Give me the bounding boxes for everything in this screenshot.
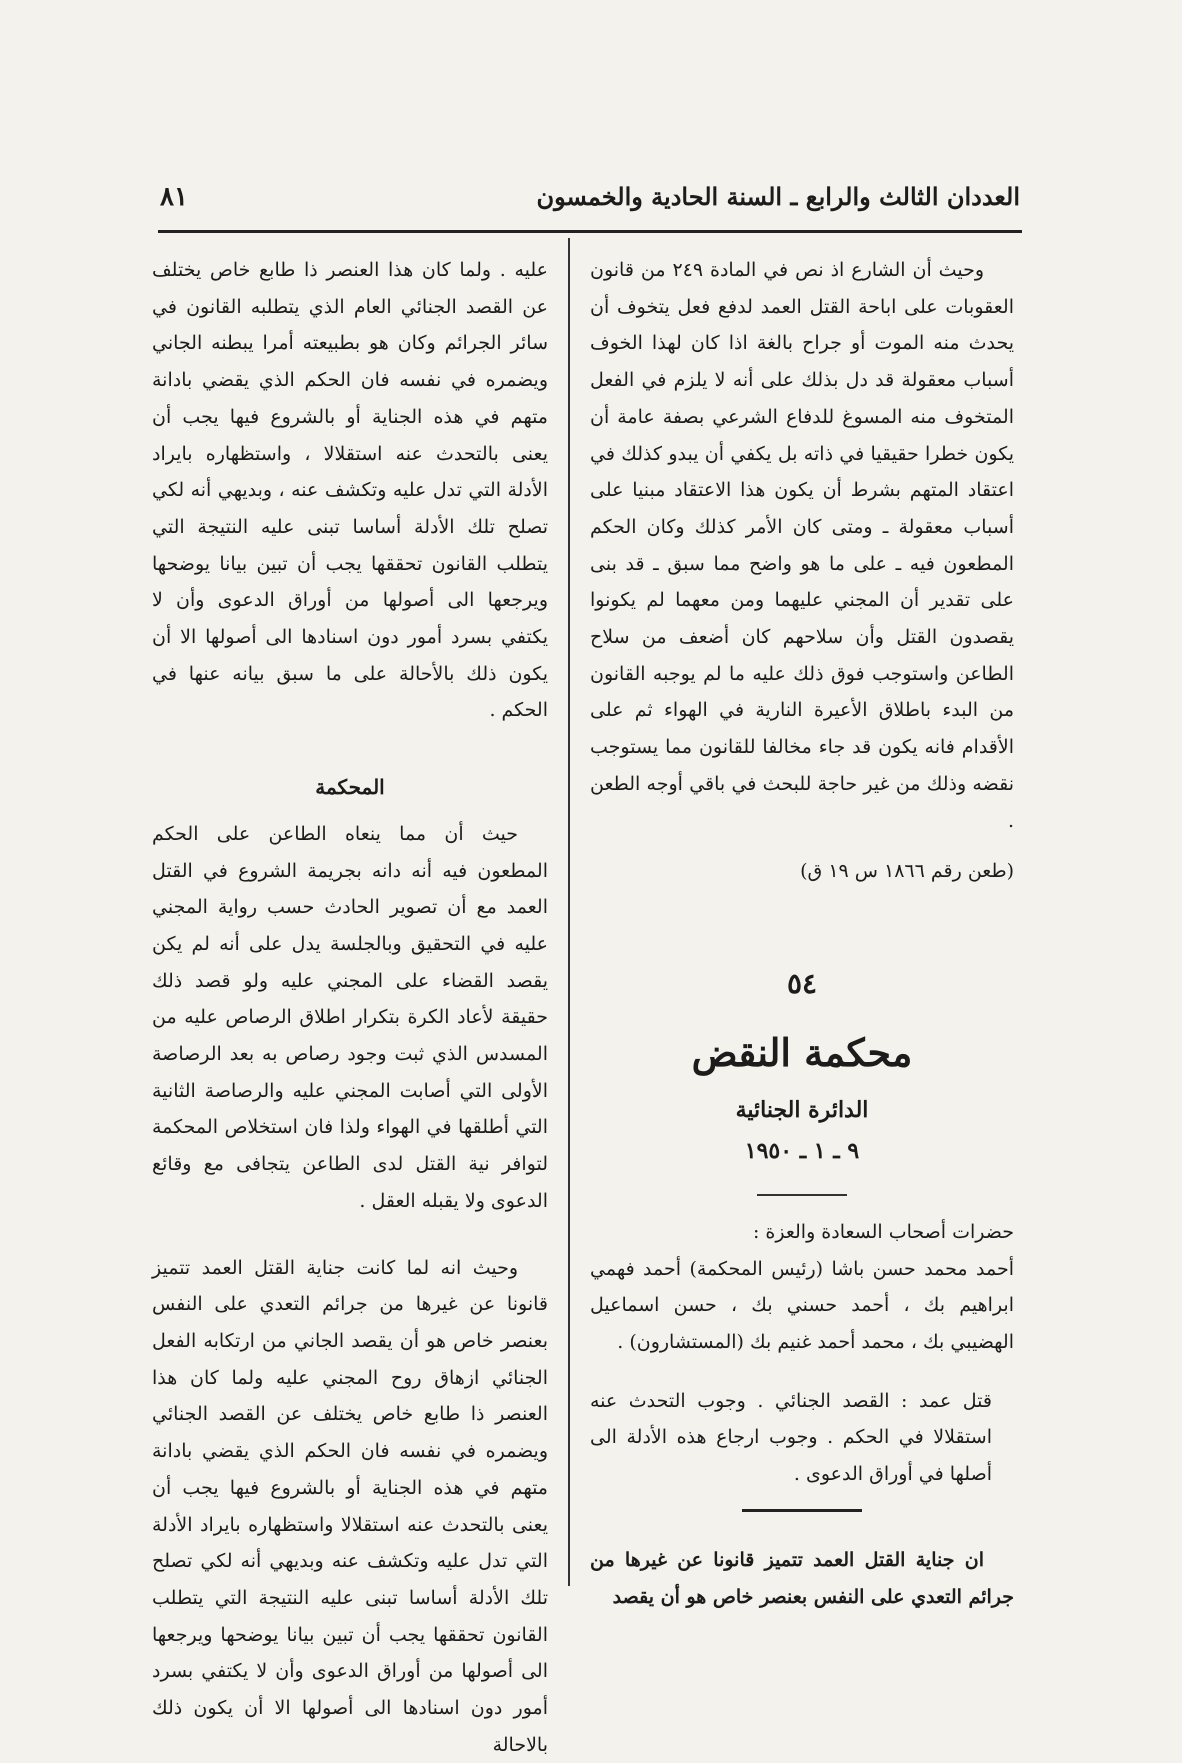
page-number: ٨١ bbox=[160, 182, 188, 212]
appeal-citation: (طعن رقم ١٨٦٦ س ١٩ ق) bbox=[800, 860, 1014, 883]
page-header bbox=[160, 182, 1020, 222]
summary-rule bbox=[742, 1509, 862, 1512]
section-heading: المحكمة bbox=[315, 775, 385, 800]
case-number: ٥٤ bbox=[786, 966, 818, 1000]
court-name-heading: محكمة النقض bbox=[691, 1029, 913, 1075]
right-column bbox=[590, 252, 1014, 1615]
judges-intro: حضرات أصحاب السعادة والعزة : bbox=[752, 1220, 1014, 1243]
court-division: الدائرة الجنائية bbox=[735, 1096, 869, 1123]
legal-principle: ان جناية القتل العمد تتميز قانونا عن غيرها من جرائم التعدي على النفس بعنصر خاص هو أن يقصد bbox=[590, 1548, 1014, 1608]
left-column bbox=[152, 252, 548, 1763]
principle-continuation: عليه . ولما كان هذا العنصر ذا طابع خاص يختلف عن القصد الجنائي العام الذي يتطلبه القانون في سائر الجرائم وكان هو بطبيعته أمرا يبطنه الجاني ويضمره في نفسه فان الحكم الذي يقضي بادانة متهم في هذه الجناية أو بالشروع فيها يجب أن يعنى بالتحدث عنه استقلالا ، واستظهاره بايراد الأدلة التي تدل عليه وتكشف عنه ، وبديهي أنه لكي تصلح تلك الأدلة أساسا تبنى عليه النتيجة التي يتطلب القانون تحققها يجب أن تبين بيانا يوضحها ويرجعها الى أصولها من أوراق الدعوى وأن لا يكتفي بسرد أمور دون اسنادها الى أصولها الا أن يكون ذلك بالأحالة على ما سبق بيانه عنها في الحكم . bbox=[152, 259, 548, 722]
ruling-date: ٩ ـ ١ ـ ١٩٥٠ bbox=[744, 1137, 860, 1164]
case-summary: قتل عمد : القصد الجنائي . وجوب التحدث عنه استقلالا في الحكم . وجوب ارجاع هذه الأدلة الى أصلها في أوراق الدعوى . bbox=[590, 1389, 992, 1486]
court-paragraph-2: وحيث انه لما كانت جناية القتل العمد تتميز قانونا عن غيرها من جرائم التعدي على النفس بعنصر خاص هو أن يقصد الجاني من ارتكابه الفعل الجنائي ازهاق روح المجني عليه ولما كان هذا العنصر ذا طابع خاص يختلف عن القصد الجنائي ويضمره في نفسه فان الحكم الذي يقضي بادانة متهم في هذه الجناية أو بالشروع فيها يجب أن يعنى بالتحدث عنه استقلالا واستظهاره بايراد الأدلة التي تدل عليه وتكشف عنه وبديهي أنه لكي تصلح تلك الأدلة أساسا تبنى عليه النتيجة التي يتطلب القانون تحققها يجب أن تبين بيانا يوضحها ويرجعها الى أصولها من أوراق الدعوى وأن لا يكتفي بسرد أمور دون اسنادها الى أصولها الا أن يكون ذلك بالاحالة bbox=[152, 1256, 548, 1756]
judges-list: أحمد محمد حسن باشا (رئيس المحكمة) أحمد فهمي ابراهيم بك ، أحمد حسني بك ، حسن اسماعيل الهضيبي بك ، محمد أحمد غنيم بك (المستشارون) . bbox=[590, 1257, 1014, 1354]
column-divider bbox=[568, 238, 570, 1586]
opening-paragraph: وحيث أن الشارع اذ نص في المادة ٢٤٩ من قانون العقوبات على اباحة القتل العمد لدفع فعل يتخوف أن يحدث منه الموت أو جراح بالغة اذا كان لهذا الخوف أسباب معقولة قد دل بذلك على أنه لا يلزم في الفعل المتخوف منه المسوغ للدفاع الشرعي بصفة عامة أن يكون خطرا حقيقيا في ذاته بل يكفي أن يبدو كذلك في اعتقاد المتهم بشرط أن يكون هذا الاعتقاد مبنيا على أسباب معقولة ـ ومتى كان الأمر كذلك وكان الحكم المطعون فيه ـ على ما هو واضح مما سبق ـ قد بنى على تقدير أن المجني عليهما ومن معهما لم يكونوا يقصدون القتل وأن سلاحهم كان أضعف من سلاح الطاعن واستوجب فوق ذلك عليه ما لم يوجبه القانون من البدء باطلاق الأعيرة النارية في الهواء ثم على الأقدام فانه يكون قد جاء مخالفا للقانون مما يستوجب نقضه وذلك من غير حاجة للبحث في باقي أوجه الطعن . bbox=[590, 259, 1014, 832]
judges-block bbox=[590, 1214, 1014, 1361]
journal-issue-title: العددان الثالث والرابع ـ السنة الحادية والخمسون bbox=[536, 182, 1020, 211]
court-paragraph-1: حيث أن مما ينعاه الطاعن على الحكم المطعون فيه أنه دانه بجريمة الشروع في القتل العمد مع أن تصوير الحادث حسب رواية المجني عليه في التحقيق وبالجلسة يدل على أنه لم يكن يقصد القضاء على المجني عليه ولو قصد ذلك حقيقة لأعاد الكرة بتكرار اطلاق الرصاص عليه من المسدس الذي ثبت وجود رصاص به بعد الرصاصة الأولى التي أصابت المجني عليه والرصاصة الثانية التي أطلقها في الهواء ولذا فان استخلاص المحكمة لتوافر نية القتل لدى الطاعن يتجافى مع وقائع الدعوى ولا يقبله العقل . bbox=[152, 822, 548, 1212]
divider-rule bbox=[757, 1194, 847, 1196]
header-rule bbox=[158, 230, 1022, 233]
